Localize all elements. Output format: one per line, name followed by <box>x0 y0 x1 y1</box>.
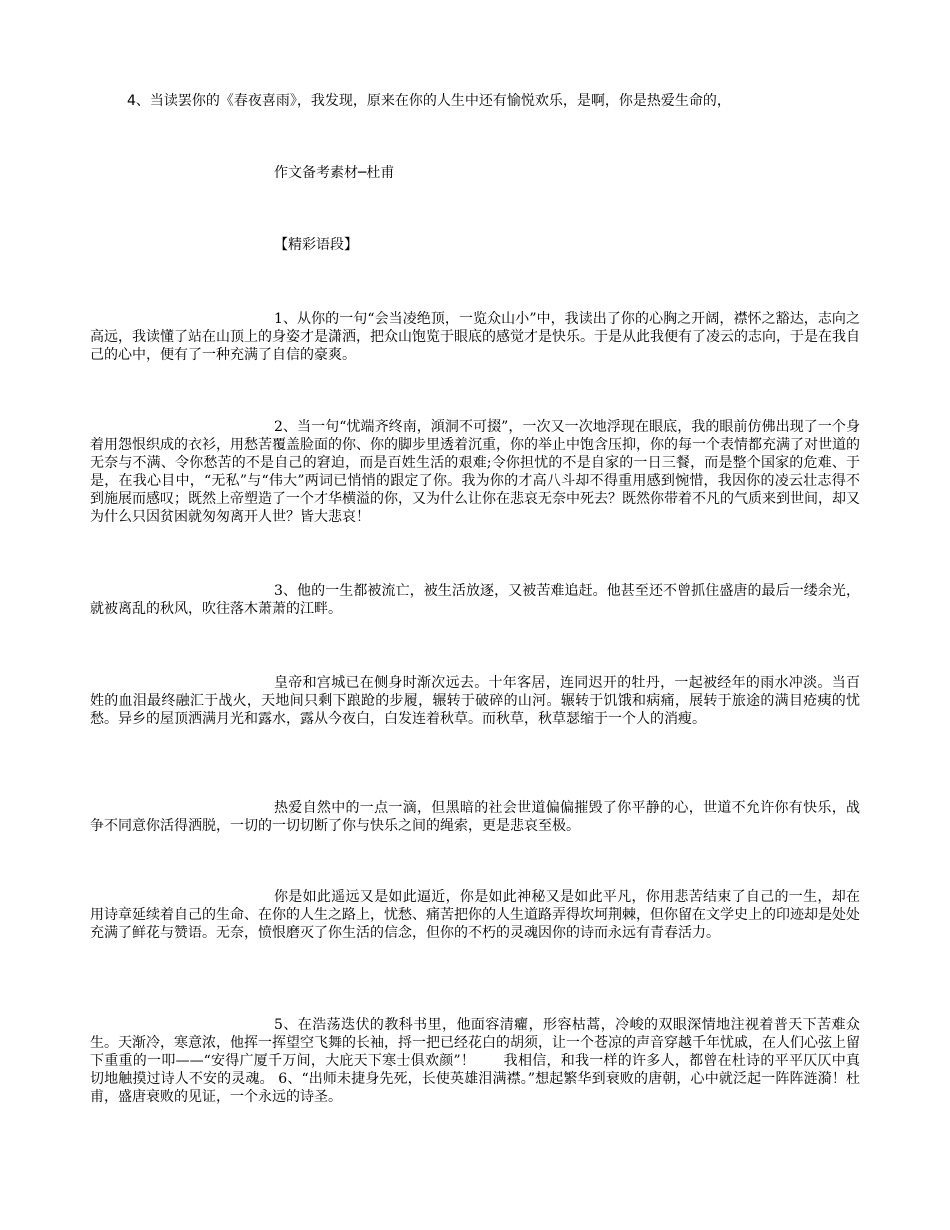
paragraph-2: 2、当一句“忧端齐终南，澒洞不可掇”，一次又一次地浮现在眼底，我的眼前仿佛出现了一个身着用怨恨织成的衣衫，用愁苦覆盖脸面的你、你的脚步里透着沉重，你的举止中饱含压抑，你的每一个表情都充满了对世道的无奈与不满、令你愁苦的不是自己的窘迫，而是百姓生活的艰难;令你担忧的不是自家的一日三餐，而是整个国家的危难、于是，在我心目中，“无私”与“伟大”两词已悄悄的跟定了你。我为你的才高八斗却不得重用感到惋惜，我因你的凌云壮志得不到施展而感叹；既然上帝塑造了一个才华横溢的你，又为什么让你在悲哀无奈中死去？既然你带着不凡的气质来到世间，却又为什么只因贫困就匆匆离开人世？皆大悲哀！ <box>90 419 860 525</box>
paragraph-1: 1、从你的一句“会当凌绝顶，一览众山小”中，我读出了你的心胸之开阔，襟怀之豁达，志向之高远，我读懂了站在山顶上的身姿才是潇洒，把众山饱览于眼底的感觉才是快乐。于是从此我便有了凌云的志向，于是在我自己的心中，便有了一种充满了自信的豪爽。 <box>90 311 860 363</box>
paragraph-6: 你是如此遥远又是如此逼近，你是如此神秘又是如此平凡，你用悲苦结束了自己的一生，却在用诗章延续着自己的生命、在你的人生之路上，忧愁、痛苦把你的人生道路弄得坎坷荆棘，但你留在文学史上的印迹却是处处充满了鲜花与赞语。无奈，愤恨磨灭了你生活的信念，但你的不朽的灵魂因你的诗而永远有青春活力。 <box>90 889 860 941</box>
section-heading: 【精彩语段】 <box>274 237 358 253</box>
paragraph-5: 热爱自然中的一点一滴，但黑暗的社会世道偏偏摧毁了你平静的心，世道不允许你有快乐，战争不同意你活得洒脱，一切的一切切断了你与快乐之间的绳索，更是悲哀至极。 <box>90 800 860 834</box>
paragraph-3: 3、他的一生都被流亡，被生活放逐，又被苦难追赶。他甚至还不曾抓住盛唐的最后一缕余光，就被离乱的秋风，吹往落木萧萧的江畔。 <box>90 583 860 617</box>
paragraph-4: 皇帝和宫城已在侧身时渐次远去。十年客居，连同迟开的牡丹，一起被经年的雨水冲淡。当百姓的血泪最终融汇于战火，天地间只剩下踉跄的步履，辗转于破碎的山河。辗转于饥饿和病痛，展转于旅途的满目疮痍的忧愁。异乡的屋顶洒满月光和露水，露从今夜白，白发连着秋草。而秋草，秋草瑟缩于一个人的消瘦。 <box>90 675 860 727</box>
paragraph-7: 5、在浩荡迭伏的教科书里，他面容清癯，形容枯蒿，冷峻的双眼深情地注视着普天下苦难众生。天渐冷，寒意浓，他挥一挥望空飞舞的长袖，捋一把已经花白的胡须，让一个苍凉的声音穿越千年忧戚，在人们心弦上留下重重的一叩——“安得广厦千万间，大庇天下寒士俱欢颜”！ 我相信，和我一样的许多人，都曾在杜诗的平平仄仄中真切地触摸过诗人不安的灵魂。 6、“出师未捷身先死，长使英雄泪满襟。”想起繁华到衰败的唐朝，心中就泛起一阵阵涟漪！杜甫，盛唐衰败的见证，一个永远的诗圣。 <box>90 1017 860 1105</box>
document-title: 作文备考素材─杜甫 <box>274 165 395 181</box>
intro-line: 4、当读罢你的《春夜喜雨》，我发现，原来在你的人生中还有愉悦欢乐，是啊，你是热爱生命的， <box>127 93 731 109</box>
